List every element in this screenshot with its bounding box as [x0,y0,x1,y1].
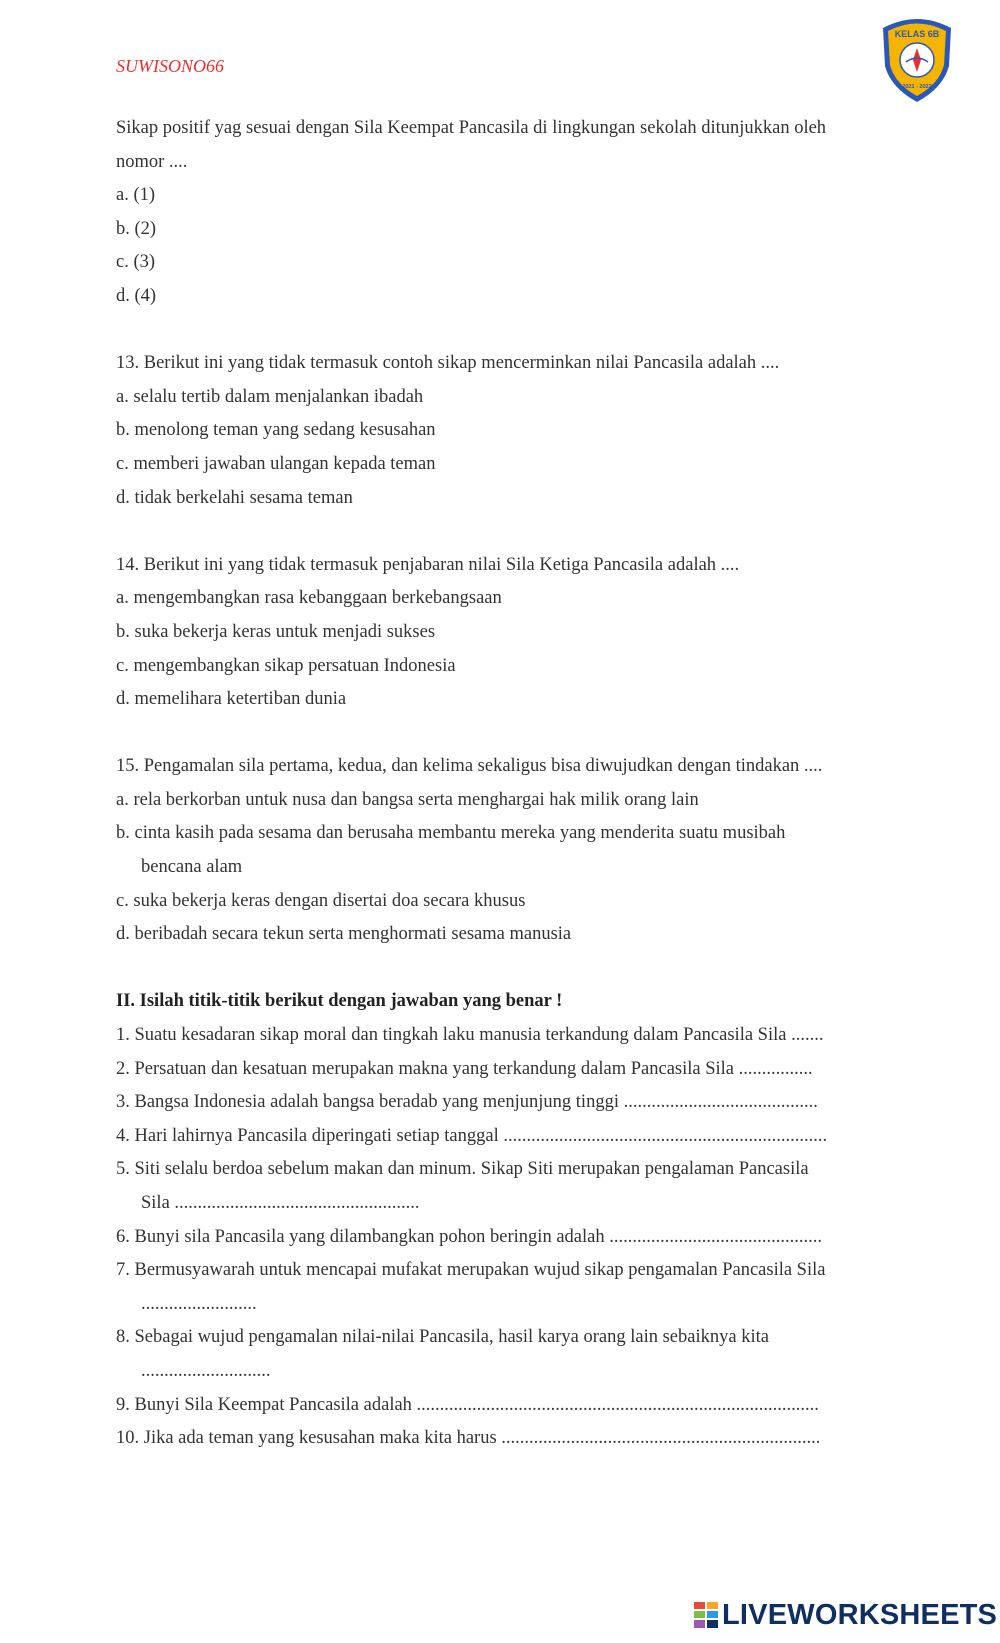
q15-option-c: c. suka bekerja keras dengan disertai doa secara khusus [116,890,526,911]
fill-item-8-line1: 8. Sebagai wujud pengamalan nilai-nilai Pancasila, hasil karya orang lain sebaiknya kita [116,1327,769,1348]
svg-text:KELAS 6B: KELAS 6B [894,29,940,39]
author-name: SUWISONO66 [116,56,224,76]
worksheet-content [116,112,876,1456]
q15-option-a: a. rela berkorban untuk nusa dan bangsa serta menghargai hak milik orang lain [116,789,699,810]
q12-option-d: d. (4) [116,285,157,306]
q12-stem-line2: nomor .... [116,151,188,172]
q13-option-b: b. menolong teman yang sedang kesusahan [116,420,436,441]
fill-item-8-line2: ............................ [141,1360,271,1381]
q13-option-a: a. selalu tertib dalam menjalankan ibadah [116,386,424,407]
q15-option-b-line2: bencana alam [141,857,243,878]
q14-option-d: d. memelihara ketertiban dunia [116,689,347,710]
q12-option-a: a. (1) [116,185,156,206]
q15-option-b-line1: b. cinta kasih pada sesama dan berusaha membantu mereka yang menderita suatu musibah [116,823,786,844]
fill-item-4: 4. Hari lahirnya Pancasila diperingati setiap tanggal ...................................................................... [116,1125,828,1146]
svg-text:2021 - 2022: 2021 - 2022 [902,84,932,90]
q14-option-b: b. suka bekerja keras untuk menjadi sukses [116,621,436,642]
fill-item-5-line2: Sila ..................................................... [141,1193,420,1213]
q13-option-d: d. tidak berkelahi sesama teman [116,487,353,508]
liveworksheets-logo-icon [694,1602,718,1628]
section2-title: II. Isilah titik-titik berikut dengan jawaban yang benar ! [116,991,563,1012]
q12-stem-line1: Sikap positif yag sesuai dengan Sila Keempat Pancasila di lingkungan sekolah ditunjukkan oleh [116,118,827,138]
fill-item-10: 10. Jika ada teman yang kesusahan maka kita harus ..................................................................... [116,1428,821,1449]
q14-stem: 14. Berikut ini yang tidak termasuk penjabaran nilai Sila Ketiga Pancasila adalah .... [116,554,740,575]
q15-stem: 15. Pengamalan sila pertama, kedua, dan kelima sekaligus bisa diwujudkan dengan tindakan .... [116,756,823,777]
q13-stem: 13. Berikut ini yang tidak termasuk contoh sikap mencerminkan nilai Pancasila adalah .... [116,353,780,374]
liveworksheets-brand: LIVEWORKSHEETS [722,1598,998,1631]
q14-option-c: c. mengembangkan sikap persatuan Indonesia [116,655,456,676]
fill-item-7-line2: ......................... [141,1293,257,1314]
q15-option-d: d. beribadah secara tekun serta menghormati sesama manusia [116,924,572,945]
fill-item-1: 1. Suatu kesadaran sikap moral dan tingkah laku manusia terkandung dalam Pancasila Sila ....... [116,1025,824,1046]
fill-item-6: 6. Bunyi sila Pancasila yang dilambangkan pohon beringin adalah .............................................. [116,1226,822,1247]
q14-option-a: a. mengembangkan rasa kebanggaan berkebangsaan [116,588,502,609]
fill-item-7-line1: 7. Bermusyawarah untuk mencapai mufakat merupakan wujud sikap pengamalan Pancasila Sila [116,1260,826,1281]
fill-item-3: 3. Bangsa Indonesia adalah bangsa beradab yang menjunjung tinggi .......................................... [116,1092,818,1113]
liveworksheets-footer [694,1598,997,1632]
q12-option-c: c. (3) [116,252,156,273]
fill-item-9: 9. Bunyi Sila Keempat Pancasila adalah ....................................................................................... [116,1394,819,1415]
fill-item-2: 2. Persatuan dan kesatuan merupakan makna yang terkandung dalam Pancasila Sila ................ [116,1058,813,1079]
q13-option-c: c. memberi jawaban ulangan kepada teman [116,453,436,474]
class-logo-badge [877,12,957,104]
fill-item-5-line1: 5. Siti selalu berdoa sebelum makan dan minum. Sikap Siti merupakan pengalaman Pancasila [116,1159,809,1180]
q12-option-b: b. (2) [116,218,157,239]
